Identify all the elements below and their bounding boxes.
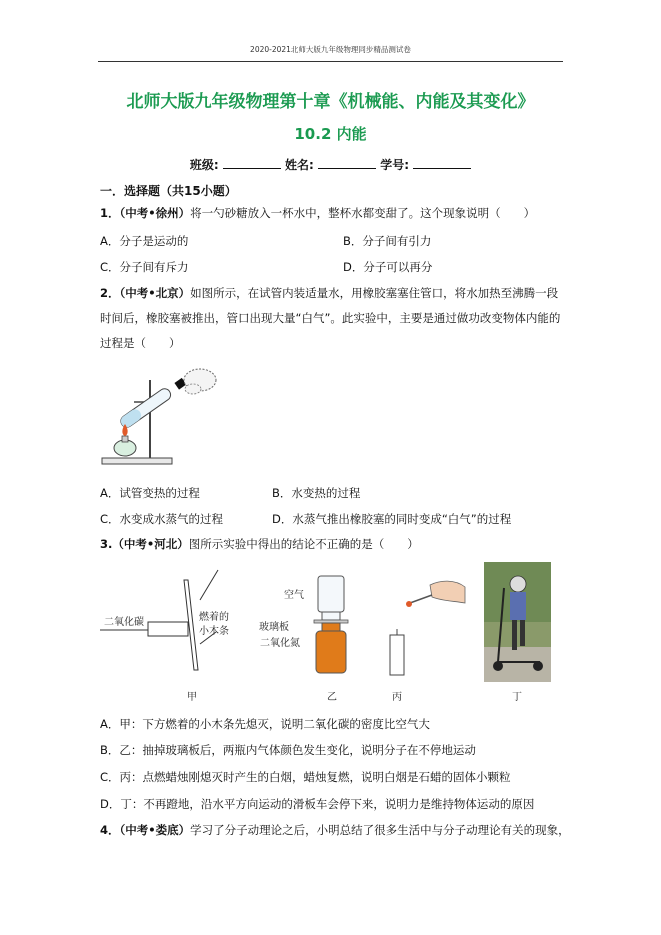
q2-stem-line-2: 时间后，橡胶塞被推出，管口出现大量“白气”。此实验中，主要是通过做功改变物体内能的: [100, 311, 561, 325]
page-header: 2020-2021北师大版九年级物理同步精品测试卷: [250, 45, 411, 54]
page-title: 北师大版九年级物理第十章《机械能、内能及其变化》: [126, 92, 535, 112]
q3-option-a[interactable]: A．甲：下方燃着的小木条先熄灭，说明二氧化碳的密度比空气大: [100, 717, 430, 731]
q4-source: （中考•娄底）: [119, 823, 191, 837]
q2-stem-line-1: 如图所示，在试管内装适量水，用橡胶塞塞住管口，将水加热至沸腾一段: [190, 286, 559, 300]
label-stick-2: 小木条: [199, 626, 229, 637]
label-glass: 玻璃板: [259, 622, 289, 633]
q2-test-tube-figure: [100, 362, 220, 472]
section-heading: 一．选择题（共15小题）: [100, 184, 237, 198]
label-bing: 丙: [392, 692, 402, 703]
q4-stem: 学习了分子动理论之后，小明总结了很多生活中与分子动理论有关的现象，: [190, 823, 570, 837]
q3-number: 3.: [100, 537, 113, 551]
q3-option-c[interactable]: C．丙：点燃蜡烛刚熄灭时产生的白烟，蜡烛复燃，说明白烟是石蜡的固体小颗粒: [100, 770, 511, 784]
q1-number: 1．（中考•徐州）: [100, 206, 191, 220]
q1-stem: 将一勺砂糖放入一杯水中，整杯水都变甜了。这个现象说明（ ）: [190, 206, 536, 220]
student-info: [0, 156, 661, 173]
question-3: [100, 532, 570, 557]
q1-option-a[interactable]: A．分子是运动的: [100, 234, 189, 248]
question-1: [100, 201, 570, 226]
q3-figure-ding: [484, 562, 551, 682]
q2-stem-line-3: 过程是（ ）: [100, 336, 181, 350]
class-label: 班级:: [189, 158, 219, 172]
label-air: 空气: [284, 590, 304, 601]
q3-figure-yi: [310, 570, 360, 680]
name-blank[interactable]: [318, 156, 376, 169]
question-4: [100, 818, 570, 843]
q2-number: 2．: [100, 286, 120, 300]
q4-number: 4．: [100, 823, 120, 837]
q1-option-d[interactable]: D．分子可以再分: [343, 260, 433, 274]
label-co2: 二氧化碳: [104, 617, 144, 628]
q3-option-b[interactable]: B．乙：抽掉玻璃板后，两瓶内气体颜色发生变化，说明分子在不停地运动: [100, 743, 476, 757]
q2-option-b[interactable]: B．水变热的过程: [272, 486, 361, 500]
q3-figure-bing: [380, 565, 470, 680]
number-blank[interactable]: [413, 156, 471, 169]
label-jia: 甲: [187, 692, 197, 703]
name-label: 姓名:: [285, 158, 314, 172]
q1-option-c[interactable]: C．分子间有斥力: [100, 260, 189, 274]
number-label: 学号:: [380, 158, 409, 172]
q3-stem: 图所示实验中得出的结论不正确的是（ ）: [188, 537, 419, 551]
page-subtitle: 10.2 内能: [294, 125, 367, 143]
label-stick-1: 燃着的: [199, 612, 229, 623]
q2-option-d[interactable]: D．水蒸气推出橡胶塞的同时变成“白气”的过程: [272, 512, 512, 526]
q2-source: （中考•北京）: [119, 286, 191, 300]
q3-source: （中考•河北）: [112, 537, 189, 551]
q1-option-b[interactable]: B．分子间有引力: [343, 234, 432, 248]
label-ding: 丁: [512, 692, 522, 703]
question-2: [100, 281, 570, 356]
label-yi: 乙: [327, 692, 337, 703]
q3-option-d[interactable]: D．丁：不再蹬地，沿水平方向运动的滑板车会停下来，说明力是维持物体运动的原因: [100, 797, 535, 811]
q2-option-a[interactable]: A．试管变热的过程: [100, 486, 200, 500]
class-blank[interactable]: [223, 156, 281, 169]
label-no2: 二氧化氮: [260, 638, 300, 649]
q2-option-c[interactable]: C．水变成水蒸气的过程: [100, 512, 224, 526]
header-rule: [98, 61, 563, 62]
